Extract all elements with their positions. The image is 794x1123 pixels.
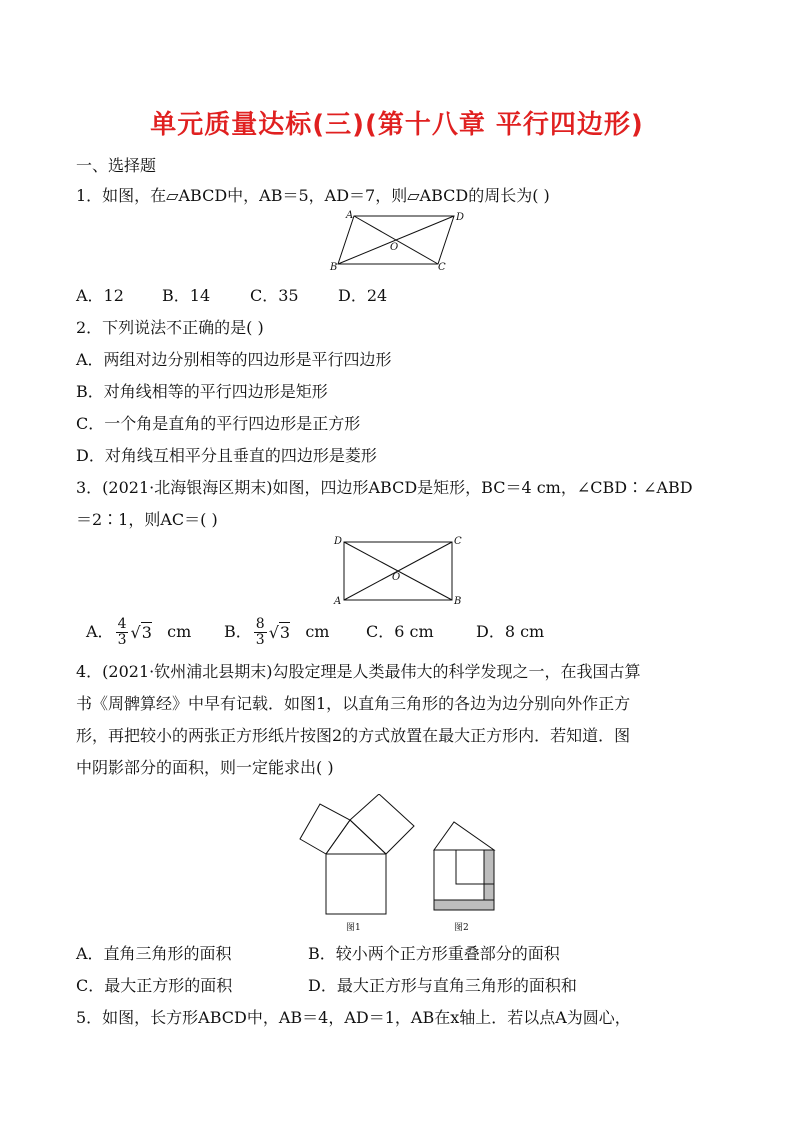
- q3-option-b-prefix: B．: [224, 622, 252, 641]
- q4-option-d[interactable]: D．最大正方形与直角三角形的面积和: [308, 976, 577, 995]
- q2-option-c[interactable]: C．一个角是直角的平行四边形是正方形: [76, 414, 361, 433]
- q4-stem-line3: 形，再把较小的两张正方形纸片按图2的方式放置在最大正方形内．若知道．图: [76, 726, 631, 745]
- q4-figure-1-caption: 图1: [346, 923, 361, 933]
- q3-option-d[interactable]: D．8 cm: [476, 622, 545, 641]
- q3-option-b-fraction: $\frac{8}{3}$: [255, 616, 265, 648]
- q1-stem: 1．如图，在▱ABCD中，AB＝5，AD＝7，则▱ABCD的周长为( ): [76, 186, 550, 205]
- section-heading: 一、选择题: [76, 156, 157, 175]
- q2-stem: 2．下列说法不正确的是( ): [76, 318, 264, 337]
- q4-stem-line4: 中阴影部分的面积，则一定能求出( ): [76, 758, 334, 777]
- q1-option-b[interactable]: B．14: [162, 286, 211, 305]
- q4-stem-line2: 书《周髀算经》中早有记载．如图1，以直角三角形的各边为边分别向外作正方: [76, 694, 631, 713]
- q3-option-a-fraction: $\frac{4}{3}$: [117, 616, 127, 648]
- q1-label-D: D: [456, 212, 465, 223]
- q1-option-d[interactable]: D．24: [338, 286, 388, 305]
- q3-option-b-sqrt: √3: [268, 622, 291, 642]
- q3-label-D: D: [334, 536, 343, 547]
- q4-option-a[interactable]: A．直角三角形的面积: [76, 944, 232, 963]
- q3-stem-line2: ＝2∶1，则AC＝( ): [76, 510, 218, 529]
- q3-option-b[interactable]: [224, 614, 329, 651]
- q1-option-a[interactable]: A．12: [76, 286, 124, 305]
- q3-label-B: B: [454, 596, 462, 607]
- q3-option-a-prefix: A．: [86, 622, 114, 641]
- q4-figure-1: [300, 794, 414, 914]
- q3-label-A: A: [334, 596, 342, 607]
- q1-option-c[interactable]: C．35: [250, 286, 299, 305]
- q2-option-a[interactable]: A．两组对边分别相等的四边形是平行四边形: [76, 350, 392, 369]
- q1-label-A: A: [346, 210, 354, 221]
- q3-option-a[interactable]: [86, 614, 191, 651]
- q4-pythagoras-figures: [290, 794, 510, 936]
- q3-rectangle-figure: [330, 532, 466, 608]
- q4-stem-line1: 4．(2021·钦州浦北县期末)勾股定理是人类最伟大的科学发现之一，在我国古算: [76, 662, 641, 681]
- q4-figure-2: [434, 822, 494, 910]
- q5-stem-line1: 5．如图，长方形ABCD中，AB＝4，AD＝1，AB在x轴上．若以点A为圆心，: [76, 1008, 631, 1027]
- q3-label-C: C: [454, 536, 462, 547]
- q4-option-b[interactable]: B．较小两个正方形重叠部分的面积: [308, 944, 560, 963]
- q1-parallelogram-figure: [326, 206, 466, 274]
- page-title: 单元质量达标(三)(第十八章 平行四边形): [150, 110, 644, 140]
- q3-option-c[interactable]: C．6 cm: [366, 622, 434, 641]
- q4-option-c[interactable]: C．最大正方形的面积: [76, 976, 233, 995]
- q3-option-b-unit: cm: [305, 622, 330, 641]
- q3-option-a-unit: cm: [167, 622, 192, 641]
- q4-figure-2-caption: 图2: [454, 923, 469, 933]
- q1-label-O: O: [390, 242, 399, 253]
- q1-label-B: B: [330, 262, 338, 273]
- q3-stem-line1: 3．(2021·北海银海区期末)如图，四边形ABCD是矩形，BC＝4 cm，∠CBD∶∠ABD: [76, 478, 693, 497]
- q2-option-b[interactable]: B．对角线相等的平行四边形是矩形: [76, 382, 328, 401]
- q3-label-O: O: [392, 572, 401, 583]
- q3-option-a-sqrt: √3: [130, 622, 152, 642]
- q1-label-C: C: [438, 262, 446, 273]
- q2-option-d[interactable]: D．对角线互相平分且垂直的四边形是菱形: [76, 446, 377, 465]
